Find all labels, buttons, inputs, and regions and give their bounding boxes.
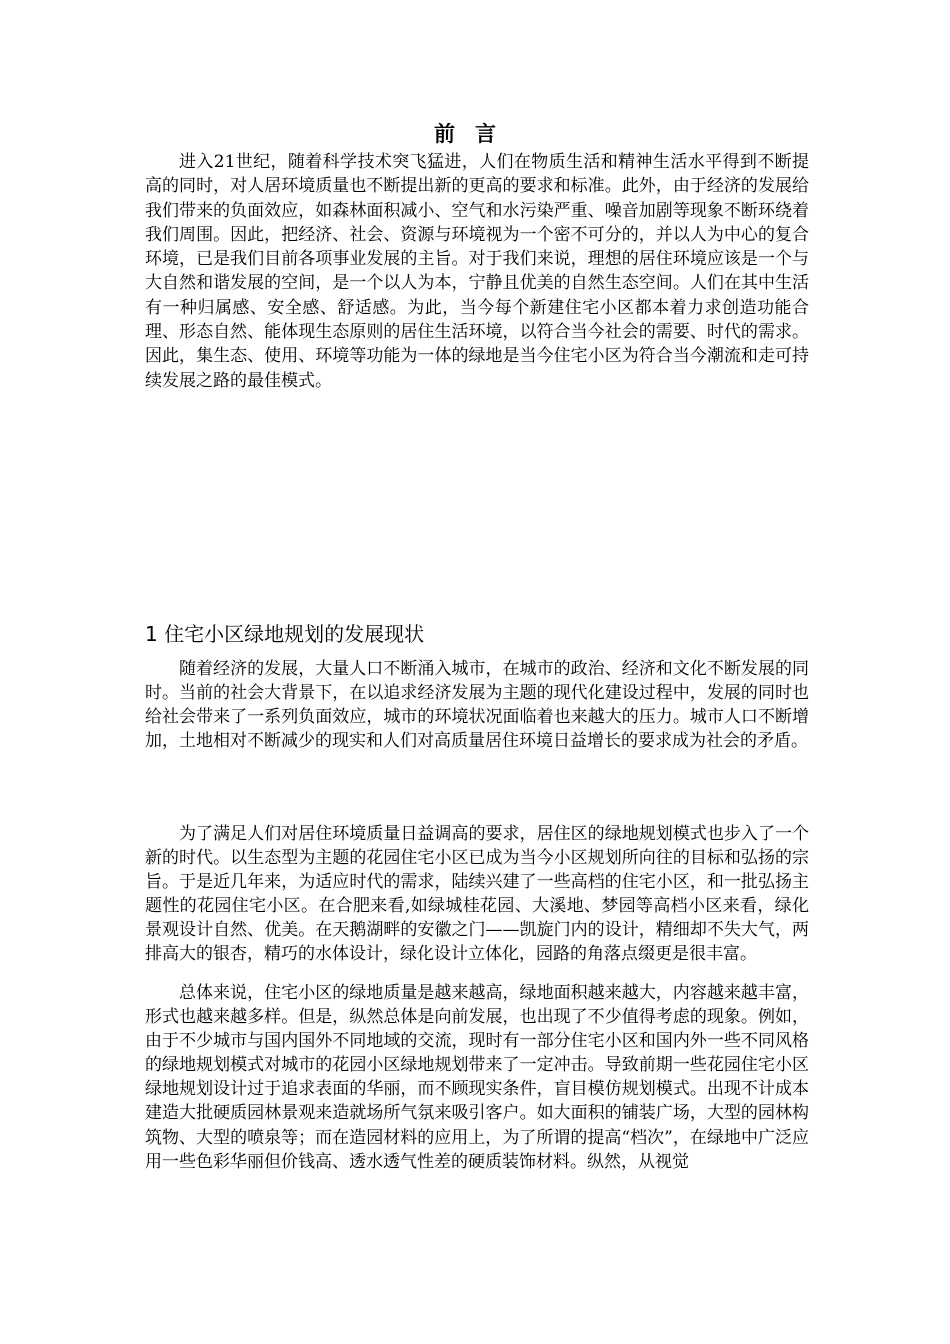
preface-title: 前言 (434, 122, 516, 146)
preface-paragraph: 进入21世纪，随着科学技术突飞猛进，人们在物质生活和精神生活水平得到不断提高的同时，对人居环境质量也不断提出新的更高的要求和标准。此外，由于经济的发展给我们带来的负面效应，如森林面积减小、空气和水污染严重、噪音加剧等现象不断环绕着我们周围。因此，把经济、社会、资源与环境视为一个密不可分的，并以人为中心的复合环境，已是我们目前各项事业发展的主旨。对于我们来说，理想的居住环境应该是一个与大自然和谐发展的空间，是一个以人为本，宁静且优美的自然生态空间。人们在其中生活有一种归属感、安全感、舒适感。为此，当今每个新建住宅小区都本着力求创造功能合理、形态自然、能体现生态原则的居住生活环境，以符合当今社会的需要、时代的需求。因此，集生态、使用、环境等功能为一体的绿地是当今住宅小区为符合当今潮流和走可持续发展之路的最佳模式。 (145, 152, 809, 391)
body-paragraph-3: 总体来说，住宅小区的绿地质量是越来越高，绿地面积越来越大，内容越来越丰富，形式也越来越多样。但是，纵然总体是向前发展，也出现了不少值得考虑的现象。例如，由于不少城市与国内国外不同地域的交流，现时有一部分住宅小区和国内外一些不同风格的绿地规划模式对城市的花园小区绿地规划带来了一定冲击。导致前期一些花园住宅小区绿地规划设计过于追求表面的华丽，而不顾现实条件，盲目模仿规划模式。出现不计成本建造大批硬质园林景观来造就场所气氛来吸引客户。如大面积的铺装广场，大型的园林构筑物、大型的喷泉等；而在造园材料的应用上，为了所谓的提高“档次”，在绿地中广泛应用一些色彩华丽但价钱高、透水透气性差的硬质装饰材料。纵然，从视觉 (145, 983, 809, 1172)
section-heading: 1 住宅小区绿地规划的发展现状 (145, 622, 425, 646)
body-paragraph-1: 随着经济的发展，大量人口不断涌入城市，在城市的政治、经济和文化不断发展的同时。当前的社会大背景下，在以追求经济发展为主题的现代化建设过程中，发展的同时也给社会带来了一系列负面效应，城市的环境状况面临着也来越大的压力。城市人口不断增加，土地相对不断减少的现实和人们对高质量居住环境日益增长的要求成为社会的矛盾。 (145, 659, 809, 752)
body-paragraph-2: 为了满足人们对居住环境质量日益调高的要求，居住区的绿地规划模式也步入了一个新的时代。以生态型为主题的花园住宅小区已成为当今小区规划所向往的目标和弘扬的宗旨。于是近几年来，为适应时代的需求，陆续兴建了一些高档的住宅小区，和一批弘扬主题性的花园住宅小区。在合肥来看,如绿城桂花园、大溪地、梦园等高档小区来看，绿化景观设计自然、优美。在天鹅湖畔的安徽之门——凯旋门内的设计，精细却不失大气，两排高大的银杏，精巧的水体设计，绿化设计立体化，园路的角落点缀更是很丰富。 (145, 824, 809, 965)
